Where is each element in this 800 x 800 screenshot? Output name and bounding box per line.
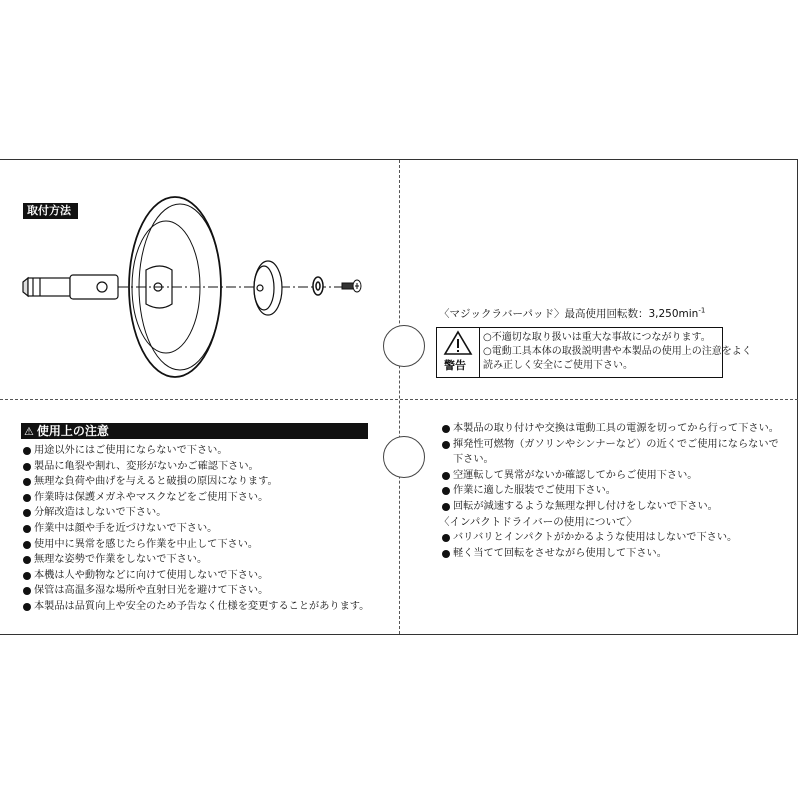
bullet-icon [442, 550, 450, 558]
caution-header: ⚠ 使用上の注意 [21, 423, 368, 439]
bullet-icon [442, 472, 450, 480]
list-item [442, 530, 737, 546]
list-item-text: 作業に適した服装でご使用下さい。 [453, 485, 616, 497]
bullet-icon [23, 587, 31, 595]
list-item-text: 分解改造はしないで下さい。 [34, 507, 167, 519]
bullet-icon [442, 534, 450, 542]
bullet-icon [442, 487, 450, 495]
list-item [442, 546, 737, 562]
warning-icon-cell [437, 328, 480, 377]
list-item-text: 製品に亀裂や割れ、変形がないかご確認下さい。 [34, 460, 259, 472]
bullet-icon [23, 509, 31, 517]
list-item [23, 568, 369, 584]
list-item-text: 本機は人や動物などに向けて使用しないで下さい。 [34, 569, 269, 581]
list-item-text: 用途以外にはご使用にならないで下さい。 [34, 445, 228, 456]
screw [342, 280, 361, 292]
warning-label: 警告 [444, 359, 466, 372]
bullet-icon [23, 572, 31, 580]
list-item [23, 490, 369, 506]
list-item-text: 作業時は保護メガネやマスクなどをご使用下さい。 [34, 491, 269, 503]
impact-list [442, 530, 737, 561]
list-item-text: 使用中に異常を感じたら作業を中止して下さい。 [34, 538, 259, 550]
list-item [442, 499, 779, 515]
list-item [23, 443, 369, 459]
list-item-text: バリバリとインパクトがかかるような使用はしないで下さい。 [453, 532, 738, 543]
list-item-text: 空運転して異常がないか確認してからご使用下さい。 [453, 469, 698, 481]
spec-line: 〈マジックラバーパッド〉最高使用回転数：$3,250\min^{-1}$ [439, 306, 706, 320]
list-item-text: 本製品は品質向上や安全のため予告なく仕様を変更することがあります。 [34, 600, 370, 612]
impact-heading: 〈インパクトドライバーの使用について〉 [439, 516, 638, 528]
bullet-icon [23, 494, 31, 502]
list-item [23, 583, 369, 599]
list-item [23, 537, 369, 553]
list-item-text: 本製品の取り付けや交換は電動工具の電源を切ってから行って下さい。 [453, 423, 779, 434]
list-item [23, 599, 369, 615]
list-item-text: 揮発性可燃物（ガソリンやシンナーなど）の近くでご使用にならないで [453, 438, 779, 450]
list-item [442, 421, 779, 437]
bullet-icon [442, 503, 450, 511]
warning-text: ○不適切な取り扱いは重大な事故につながります。 ○電動工具本体の取扱説明書や本製品の使用上の注意をよく 読み正しく安全にご使用下さい。 [483, 332, 752, 371]
list-item-text: 回転が減速するような無理な押し付けをしないで下さい。 [453, 500, 718, 512]
list-item [23, 521, 369, 537]
warning-box [436, 327, 752, 378]
bullet-icon [23, 447, 31, 455]
bullet-icon [442, 441, 450, 449]
bullet-icon [23, 603, 31, 611]
bullet-icon [23, 478, 31, 486]
list-item [442, 437, 779, 468]
bullet-icon [23, 556, 31, 564]
list-item [23, 505, 369, 521]
list-item [23, 474, 369, 490]
hex-shank-adapter [23, 275, 118, 299]
mount-method-tag: 取付方法 [23, 203, 78, 219]
list-item-text: 保管は高温多湿な場所や直射日光を避けて下さい。 [34, 585, 269, 597]
warning-triangle-icon [437, 328, 479, 358]
caution-list-left [23, 443, 369, 615]
list-item-text: 無理な負荷や曲げを与えると破損の原因になります。 [34, 476, 278, 488]
list-item-text: 無理な姿勢で作業をしないで下さい。 [34, 554, 208, 566]
list-item-text: 軽く当てて回転をさせながら使用して下さい。 [453, 547, 667, 559]
list-item [23, 459, 369, 475]
bullet-icon [23, 463, 31, 471]
list-item [23, 552, 369, 568]
cap-plate [254, 261, 282, 315]
list-item [442, 468, 779, 484]
bullet-icon [23, 541, 31, 549]
list-item [442, 483, 779, 499]
caution-list-right [442, 421, 779, 515]
washer [313, 277, 323, 295]
list-item-continuation: 下さい。 [453, 454, 494, 466]
bullet-icon [23, 525, 31, 533]
warning-triangle-icon: ⚠ [24, 425, 34, 438]
bullet-icon [442, 425, 450, 433]
list-item-text: 作業中は顔や手を近づけないで下さい。 [34, 522, 218, 534]
